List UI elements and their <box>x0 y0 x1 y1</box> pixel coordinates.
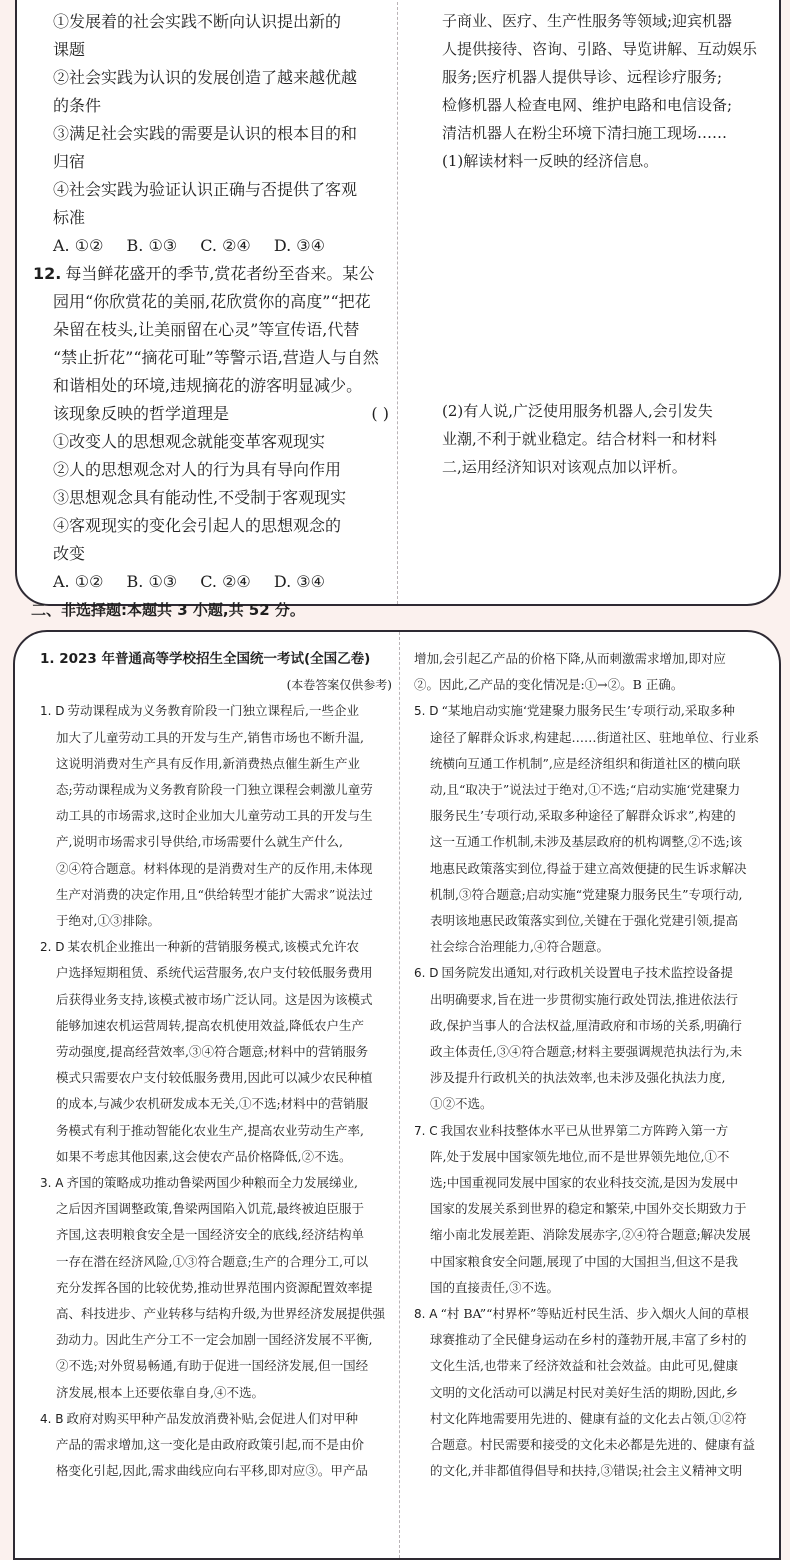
answer-line <box>40 698 392 724</box>
answer-line: ②④符合题意。材料体现的是消费对生产的反作用,未体现 <box>56 860 373 876</box>
answer-line: 充分发挥各国的比较优势,推动世界范围内资源配置效率提 <box>56 1279 373 1295</box>
answer-line: 政主体责任,③④符合题意;材料主要强调规范执法行为,未 <box>430 1044 743 1060</box>
answer-line: 齐国,这表明粮食安全是一国经济安全的底线,经济结构单 <box>56 1227 364 1243</box>
answer-number: 7. C <box>414 1123 438 1138</box>
answer-line: 济发展,根本上还要依靠自身,④不选。 <box>56 1384 264 1400</box>
answer-list <box>414 698 766 1484</box>
choice-line: ①改变人的思想观念就能变革客观现实 <box>53 432 326 451</box>
answer-line: 增加,会引起乙产品的价格下降,从而刺激需求增加,即对应 <box>414 651 726 666</box>
answer-item <box>40 1406 392 1485</box>
answer-text: 我国农业科技整体水平已从世界第二方阵跨入第一方 <box>440 1122 729 1138</box>
question-text-line: 园用“你欣赏花的美丽,花欣赏你的高度”“把花 <box>53 292 371 311</box>
answer-line: 的成本,与减少农机研发成本无关,①不选;材料中的营销服 <box>56 1096 369 1112</box>
answer-line <box>414 698 766 724</box>
answer-line: ①②不选。 <box>430 1096 493 1112</box>
answer-line: 表明该地惠民政策落实到位,关键在于强化党建引领,提高 <box>430 913 738 929</box>
answer-line: 政,保护当事人的合法权益,厘清政府和市场的关系,明确行 <box>430 1017 742 1033</box>
answer-line: 户选择短期租赁、系统代运营服务,农户支付较低服务费用 <box>56 965 373 981</box>
choice-line: ②人的思想观念对人的行为具有导向作用 <box>53 460 342 479</box>
answer-line: 能够加速农机运营周转,提高农机使用效益,降低农户生产 <box>56 1017 364 1033</box>
choice-line: ③满足社会实践的需要是认识的根本目的和 <box>53 124 358 143</box>
sub-question-2: (2)有人说,广泛使用服务机器人,会引发失 <box>442 402 713 420</box>
column-divider <box>399 632 400 1558</box>
option-b[interactable]: B. ①③ <box>126 572 178 591</box>
material-line: 检修机器人检查电网、维护电路和电信设备; <box>442 96 733 114</box>
answer-line: 产品的需求增加,这一变化是由政府政策引起,而不是由价 <box>56 1437 364 1453</box>
answer-line: 动,且“取决于”说法过于绝对,①不选;“启动实施‘党建聚力 <box>430 782 741 798</box>
choice-line: 改变 <box>53 544 86 563</box>
option-a[interactable]: A. ①② <box>53 572 104 591</box>
answer-line: ②不选;对外贸易畅通,有助于促进一国经济发展,但一国经 <box>56 1358 369 1374</box>
choice-line: ②社会实践为认识的发展创造了越来越优越 <box>53 68 358 87</box>
answer-line: 出明确要求,旨在进一步贯彻实施行政处罚法,推进依法行 <box>430 991 738 1007</box>
answer-line: 动工具的市场需求,这时企业加大儿童劳动工具的开发与生 <box>56 808 373 824</box>
exam-question-card <box>15 0 781 619</box>
answer-line: 生产对消费的决定作用,且“供给转型才能扩大需求”说法过 <box>56 886 373 902</box>
choice-line: 课题 <box>53 40 86 59</box>
answer-text: 政府对购买甲种产品发放消费补贴,会促进人们对甲种 <box>66 1410 358 1426</box>
choice-line: 标准 <box>53 208 86 227</box>
answer-text: “某地启动实施‘党建聚力服务民生’专项行动,采取多种 <box>441 703 735 719</box>
answer-number: 3. A <box>40 1176 64 1191</box>
answer-text: 国务院发出通知,对行政机关设置电子技术监控设备提 <box>441 965 733 981</box>
answer-line <box>40 1406 392 1432</box>
answer-line: 缩小南北发展差距、消除发展赤字,②④符合题意;解决发展 <box>430 1227 751 1243</box>
answer-text: 劳动课程成为义务教育阶段一门独立课程后,一些企业 <box>67 703 359 719</box>
answer-blank: ( ) <box>371 404 389 423</box>
answer-line: 统横向互通工作机制”,应是经济组织和街道社区的横向联 <box>430 755 741 771</box>
answer-line: 球赛推动了全民健身运动在乡村的蓬勃开展,丰富了乡村的 <box>430 1332 747 1348</box>
answer-line: 格变化引起,因此,需求曲线应向右平移,即对应③。甲产品 <box>56 1463 368 1479</box>
answer-item <box>414 960 766 1117</box>
column-divider <box>397 0 398 604</box>
question-column-right <box>442 7 772 481</box>
material-line: 人提供接待、咨询、引路、导览讲解、互动娱乐 <box>442 40 758 58</box>
answer-line: 后获得业务支持,该模式被市场广泛认同。这是因为该模式 <box>56 991 373 1007</box>
answer-line: ②。因此,乙产品的变化情况是:①→②。B 正确。 <box>414 677 684 693</box>
answer-number: 6. D <box>414 966 439 981</box>
sub-question-2: 二,运用经济知识对该观点加以评析。 <box>442 458 687 476</box>
option-d[interactable]: D. ③④ <box>273 572 325 591</box>
answer-column-left <box>40 646 392 1485</box>
answer-line <box>414 960 766 986</box>
answer-text: “村 BA”“村界杯”等贴近村民生活、步入烟火人间的草根 <box>440 1306 749 1322</box>
question-text-line: 朵留在枝头,让美丽留在心灵”等宣传语,代替 <box>53 320 360 339</box>
answer-continuation <box>414 646 766 698</box>
answer-text: 某农机企业推出一种新的营销服务模式,该模式允许农 <box>67 939 359 955</box>
answer-line: 社会综合治理能力,④符合题意。 <box>430 939 609 955</box>
answer-line: 国的直接责任,③不选。 <box>430 1279 559 1295</box>
answer-line: 劲动力。因此生产分工不一定会加剧一国经济发展不平衡, <box>56 1332 373 1348</box>
choice-line: 的条件 <box>53 96 102 115</box>
answer-line: 产,说明市场需求引导供给,市场需要什么就生产什么, <box>56 834 343 850</box>
answer-item <box>414 698 766 960</box>
answer-line: 如果不考虑其他因素,这会使农产品价格降低,②不选。 <box>56 1148 352 1164</box>
question-11-options <box>53 232 393 260</box>
answer-item <box>414 1118 766 1301</box>
choice-line: ④客观现实的变化会引起人的思想观念的 <box>53 516 342 535</box>
answer-line: 阵,处于发展中国家领先地位,而不是世界领先地位,①不 <box>430 1148 730 1164</box>
answer-line: 模式只需要农户支付较低服务费用,因此可以减少农民种植 <box>56 1070 373 1086</box>
answer-line: 地惠民政策落实到位,得益于建立高效便捷的民生诉求解决 <box>430 860 747 876</box>
answer-line <box>40 934 392 960</box>
answer-line: 劳动强度,提高经营效率,③④符合题意;材料中的营销服务 <box>56 1044 369 1060</box>
answer-line: 中国家粮食安全问题,展现了中国的大国担当,但这不是我 <box>430 1253 738 1269</box>
option-b[interactable]: B. ①③ <box>126 236 178 255</box>
question-11-choices <box>53 8 393 260</box>
answer-item <box>414 1301 766 1484</box>
sub-question-2: 业潮,不利于就业稳定。结合材料一和材料 <box>442 430 717 448</box>
answer-line: 加大了儿童劳动工具的开发与生产,销售市场也不断升温, <box>56 729 364 745</box>
choice-line: ④社会实践为验证认识正确与否提供了客观 <box>53 180 358 199</box>
answer-line: 的文化,并非都值得倡导和扶持,③错误;社会主义精神文明 <box>430 1463 743 1479</box>
answer-item <box>40 1170 392 1406</box>
answer-line <box>40 1170 392 1196</box>
question-stem: 该现象反映的哲学道理是 <box>53 404 230 423</box>
answer-number: 2. D <box>40 940 65 955</box>
option-a[interactable]: A. ①② <box>53 236 104 255</box>
answer-line: 态;劳动课程成为义务教育阶段一门独立课程会刺激儿童劳 <box>56 782 373 798</box>
answer-line: 机制,③符合题意;启动实施“党建聚力服务民生”专项行动, <box>430 886 743 902</box>
answer-line: 涉及提升行政机关的执法效率,也未涉及强化执法力度, <box>430 1070 726 1086</box>
answer-line: 村文化阵地需要用先进的、健康有益的文化去占领,①②符 <box>430 1410 747 1426</box>
material-line: 子商业、医疗、生产性服务等领域;迎宾机器 <box>442 12 733 30</box>
answer-line: 文化生活,也带来了经济效益和社会效益。由此可见,健康 <box>430 1358 738 1374</box>
choice-line: ③思想观念具有能动性,不受制于客观现实 <box>53 488 347 507</box>
answer-line: 之后因齐国调整政策,鲁梁两国陷入饥荒,最终被迫臣服于 <box>56 1201 364 1217</box>
answer-line: 服务民生’专项行动,采取多种途径了解群众诉求”,构建的 <box>430 808 736 824</box>
answer-number: 1. D <box>40 704 65 719</box>
answer-line: 于绝对,①③排除。 <box>56 913 160 929</box>
answer-item <box>40 934 392 1170</box>
answer-line: 途径了解群众诉求,构建起……街道社区、驻地单位、行业系 <box>430 729 759 745</box>
question-number: 12. <box>33 264 62 283</box>
question-column-left <box>31 8 393 624</box>
sub-question-1: (1)解读材料一反映的经济信息。 <box>442 152 659 170</box>
option-d[interactable]: D. ③④ <box>273 236 325 255</box>
choice-line: 归宿 <box>53 152 86 171</box>
answer-line: 高、科技进步、产业转移与结构升级,为世界经济发展提供强 <box>56 1306 385 1322</box>
question-text-line: 每当鲜花盛开的季节,赏花者纷至沓来。某公 <box>65 264 375 283</box>
option-c[interactable]: C. ②④ <box>200 236 251 255</box>
answer-line: 合题意。村民需要和接受的文化未必都是先进的、健康有益 <box>430 1437 756 1453</box>
answer-key-title: 1. 2023 年普通高等学校招生全国统一考试(全国乙卷) <box>40 651 371 667</box>
question-12 <box>31 260 393 624</box>
answer-line: 选;中国重视同发展中国家的农业科技交流,是因为发展中 <box>430 1175 739 1191</box>
choice-line: ①发展着的社会实践不断向认识提出新的 <box>53 12 342 31</box>
answer-key-note: (本卷答案仅供参考) <box>286 678 392 693</box>
answer-line: 文明的文化活动可以满足村民对美好生活的期盼,因此,乡 <box>430 1384 738 1400</box>
answer-space[interactable] <box>442 175 772 397</box>
question-text-line: 和谐相处的环境,违规摘花的游客明显减少。 <box>53 376 363 395</box>
answer-number: 4. B <box>40 1411 64 1426</box>
answer-line: 这说明消费对生产具有反作用,新消费热点催生新生产业 <box>56 755 360 771</box>
answer-column-right <box>414 646 766 1485</box>
answer-line: 务模式有利于推动智能化农业生产,提高农业劳动生产率, <box>56 1122 364 1138</box>
answer-item <box>40 698 392 934</box>
material-line: 服务;医疗机器人提供导诊、远程诊疗服务; <box>442 68 723 86</box>
answer-line <box>414 1301 766 1327</box>
answer-key-card <box>13 630 781 1560</box>
question-text-line: “禁止折花”“摘花可耻”等警示语,营造人与自然 <box>53 348 379 367</box>
answer-line <box>414 1118 766 1144</box>
answer-line: 这一互通工作机制,未涉及基层政府的机构调整,②不选;该 <box>430 834 743 850</box>
section-heading: 二、非选择题:本题共 3 小题,共 52 分。 <box>31 601 305 619</box>
answer-line: 国家的发展关系到世界的稳定和繁荣,中国外交长期致力于 <box>430 1201 747 1217</box>
question-12-options <box>53 568 393 596</box>
answer-line: 一存在潜在经济风险,①③符合题意;生产的合理分工,可以 <box>56 1253 369 1269</box>
answer-number: 5. D <box>414 704 439 719</box>
answer-text: 齐国的策略成功推动鲁梁两国少种粮而全力发展绨业, <box>66 1175 358 1191</box>
answer-number: 8. A <box>414 1307 438 1322</box>
answer-list <box>40 698 392 1484</box>
material-line: 清洁机器人在粉尘环境下清扫施工现场…… <box>442 124 728 142</box>
option-c[interactable]: C. ②④ <box>200 572 251 591</box>
